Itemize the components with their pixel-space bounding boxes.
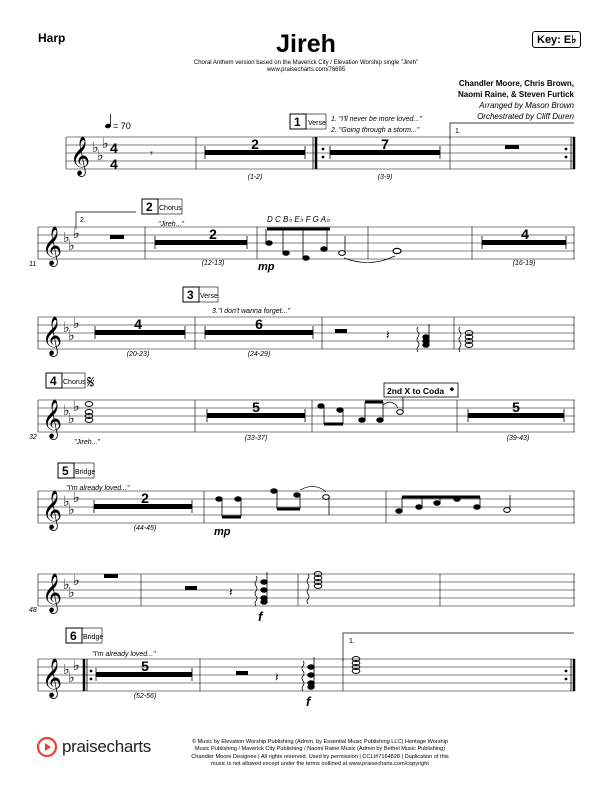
section-number: 6 (70, 629, 77, 643)
copyright-line: Chandler Moore Designee | All rights reserved. Used by permission | CCLI#7164828 | Duplication of this (191, 753, 449, 760)
multi-rest-count: 7 (381, 136, 389, 152)
key-flat: ♭ (68, 410, 75, 426)
lyric-cue: 1. "I'll never be more loved..." (331, 116, 422, 123)
eighth-rest: 𝄾 (150, 148, 153, 160)
quarter-rest: 𝄽 (275, 670, 279, 684)
lyric-cue: "I'm already loved..." (92, 651, 156, 658)
treble-clef: 𝄞 (42, 400, 63, 438)
key-badge: Key: E♭ (532, 31, 581, 48)
bar-range: (3-9) (377, 174, 393, 181)
lyric-cue: 2. "Going through a storm..." (331, 127, 420, 134)
melody-notes (318, 395, 404, 424)
bar-range: (39-43) (506, 435, 530, 442)
measure-number: 48 (29, 607, 37, 614)
tempo-value: = 70 (113, 121, 131, 131)
bar-range: (33-37) (244, 435, 268, 442)
treble-clef: 𝄞 (42, 659, 63, 697)
system-1 (66, 137, 575, 169)
ending-number: 2. (80, 217, 86, 224)
key-flat: ♭ (73, 225, 80, 241)
section-name: Bridge (83, 634, 104, 641)
arranger: Arranged by Mason Brown (479, 101, 574, 110)
section-name: Verse (308, 120, 326, 127)
multi-rest-count: 5 (512, 399, 520, 415)
time-sig-top: 4 (110, 140, 118, 156)
half-rest (185, 586, 197, 590)
copyright-line: music is not allowed except under the terms outlined at www.praisecharts.com/copyright (211, 761, 429, 768)
key-flat: ♭ (68, 669, 75, 685)
whole-chord (459, 327, 473, 352)
bar-range: (24-29) (247, 351, 271, 358)
beamed-notes (266, 229, 401, 263)
bar-range: (12-13) (201, 260, 225, 267)
section-name: Verse (200, 293, 218, 300)
section-number: 5 (62, 464, 69, 478)
subtitle-url: www.praisecharts.com/76695 (266, 67, 346, 73)
multi-rest-count: 4 (521, 226, 529, 242)
bar-range: (20-23) (126, 351, 150, 358)
key-flat: ♭ (73, 657, 80, 673)
multi-rest-count: 2 (141, 490, 149, 506)
key-flat: ♭ (73, 572, 80, 588)
key-flat: ♭ (97, 147, 104, 163)
section-number: 3 (187, 288, 194, 302)
half-rest (335, 329, 347, 333)
bar-range: (16-19) (512, 260, 536, 267)
lyric-cue: "Jireh..." (74, 439, 100, 446)
treble-clef: 𝄞 (42, 574, 63, 612)
multi-rest-count: 5 (252, 399, 260, 415)
dynamic-mp: mp (214, 526, 231, 538)
section-number: 4 (50, 374, 57, 388)
coda-icon: 𝄌 (450, 386, 454, 398)
writers-line: Naomi Raine, & Steven Furtick (457, 90, 574, 99)
orchestrator: Orchestrated by Cliff Duren (477, 112, 574, 121)
key-flat: ♭ (63, 576, 70, 592)
key-flat: ♭ (63, 402, 70, 418)
key-flat: ♭ (73, 489, 80, 505)
copyright-line: Music Publishing / Maverick City Publishing / Naomi Raine Music (Admin by Bethel Music Publishing) (194, 746, 446, 753)
whole-rest (104, 574, 118, 578)
key-flat: ♭ (68, 327, 75, 343)
key-flat: ♭ (63, 661, 70, 677)
multi-rest-count: 5 (141, 658, 149, 674)
rolled-chord (255, 572, 267, 606)
multi-rest-count: 4 (134, 316, 142, 332)
lyric-cue: "Jireh..." (158, 221, 184, 228)
writers-line: Chandler Moore, Chris Brown, (458, 79, 574, 88)
multi-rest-count: 2 (209, 226, 217, 242)
measure-number: 32 (29, 434, 37, 441)
section-name: Bridge (75, 469, 96, 476)
whole-rest (505, 145, 519, 149)
ending-number: 1. (349, 638, 355, 645)
segno-icon: 𝄋 (87, 372, 95, 392)
coda-instruction: 2nd X to Coda (387, 386, 445, 396)
bar-range: (52-56) (133, 693, 157, 700)
section-name: Chorus (63, 379, 86, 386)
subtitle-line: Choral Anthem version based on the Maverick City / Elevation Worship single "Jireh" (193, 60, 419, 66)
rolled-chord (302, 657, 314, 691)
bar-range: (1-2) (247, 174, 263, 181)
time-sig-bottom: 4 (110, 156, 118, 172)
key-flat: ♭ (68, 501, 75, 517)
whole-rest (110, 235, 124, 239)
bar-range: (44-45) (133, 525, 157, 532)
multi-rest-count: 6 (255, 316, 263, 332)
section-number: 1 (294, 115, 301, 129)
tempo-marking (104, 114, 130, 131)
key-flat: ♭ (102, 135, 109, 151)
key-flat: ♭ (63, 229, 70, 245)
copyright-notice (0, 739, 612, 769)
treble-clef: 𝄞 (42, 227, 63, 265)
treble-clef: 𝄞 (70, 137, 91, 175)
key-flat: ♭ (68, 237, 75, 253)
lyric-cue: "I'm already loved..." (66, 485, 130, 492)
lyric-cue: 3."I don't wanna forget..." (212, 308, 290, 315)
dynamic-mp: mp (258, 261, 275, 273)
key-flat: ♭ (73, 398, 80, 414)
key-flat: ♭ (92, 139, 99, 155)
quarter-rest: 𝄽 (386, 328, 390, 342)
song-title: Jireh (276, 30, 336, 58)
rolled-chord (417, 324, 429, 352)
treble-clef: 𝄞 (42, 491, 63, 529)
key-flat: ♭ (63, 319, 70, 335)
section-name: Chorus (159, 205, 182, 212)
multi-rest-count: 2 (251, 136, 259, 152)
chord-symbols: D C B♭ E♭ F G A♭ (267, 215, 330, 224)
whole-chord (307, 572, 322, 605)
key-flat: ♭ (68, 584, 75, 600)
section-number: 2 (146, 200, 153, 214)
quarter-rest: 𝄽 (229, 585, 233, 599)
dynamic-f: f (306, 694, 311, 709)
measure-number: 11 (29, 261, 37, 268)
treble-clef: 𝄞 (42, 317, 63, 355)
dynamic-f: f (258, 609, 263, 624)
ending-number: 1. (455, 128, 461, 135)
half-rest (236, 671, 248, 675)
system-6 (38, 574, 575, 606)
copyright-line: © Music by Elevation Worship Publishing (Admin. by Essential Music Publishing LLC) Heritage Worship (191, 739, 449, 745)
whole-chord (85, 402, 93, 423)
key-flat: ♭ (63, 493, 70, 509)
key-flat: ♭ (73, 315, 80, 331)
instrument-label: Harp (38, 31, 66, 45)
brand-name: praisecharts (62, 737, 151, 756)
